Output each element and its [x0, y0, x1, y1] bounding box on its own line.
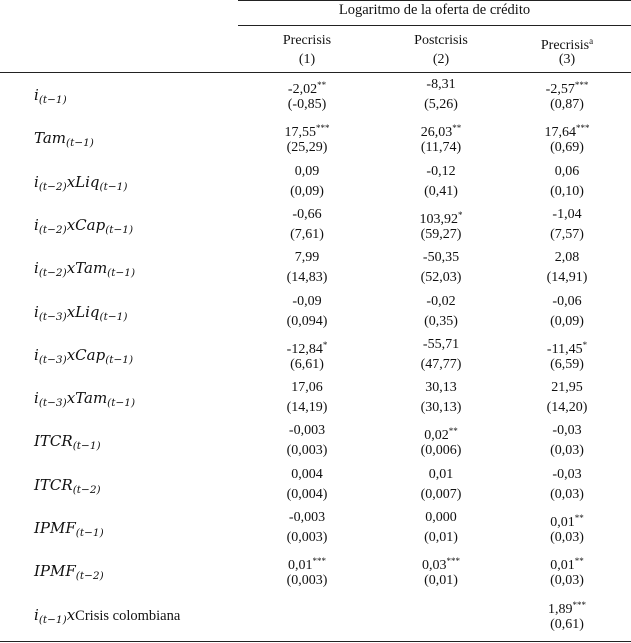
col-number-2: (2) [432, 52, 450, 67]
std-error-cell: (0,09) [290, 183, 324, 199]
coefficient-cell [386, 336, 496, 354]
row-label-sub: (t−2) [38, 223, 67, 236]
std-error-cell: (0,69) [550, 140, 584, 156]
significance-stars: ** [452, 123, 462, 134]
row-label [34, 519, 104, 539]
row-label-sub: (t−2) [75, 570, 104, 583]
coefficient-value: -1,04 [552, 206, 582, 222]
row-label-sub2: (t−1) [105, 223, 134, 236]
std-error-cell: (0,10) [550, 183, 584, 199]
row-label-mid: xTam [66, 259, 108, 278]
coefficient-value: -0,06 [552, 293, 582, 309]
row-label [34, 606, 180, 626]
std-error-cell: (6,61) [290, 356, 324, 372]
row-label [34, 476, 101, 496]
std-error-cell: (0,09) [550, 313, 584, 329]
std-error-cell: (0,35) [424, 313, 458, 329]
col-header-3-sup: a [589, 36, 594, 46]
significance-stars: ** [574, 556, 584, 567]
std-error-cell: (-0,85) [287, 97, 327, 112]
row-label-mid: x [66, 605, 76, 624]
coefficient-cell [512, 249, 622, 267]
row-label-sub2: (t−1) [107, 267, 136, 280]
bottom-rule [0, 641, 631, 642]
significance-stars: * [322, 339, 328, 350]
row-label [34, 389, 135, 409]
row-label-sub: (t−3) [38, 397, 67, 410]
row-label-base: ITCR [34, 432, 73, 451]
row-label-base: i [34, 389, 39, 408]
row-label-sub2: (t−1) [107, 397, 136, 410]
coefficient-value: 17,06 [291, 380, 323, 396]
coefficient-value: -0,12 [426, 163, 456, 179]
row-label [34, 303, 127, 323]
coefficient-cell [512, 466, 622, 484]
col-number-3: (3) [558, 52, 576, 67]
std-error-cell: (0,007) [420, 486, 462, 502]
coefficient-value: 2,08 [554, 250, 580, 266]
std-error-cell: (14,91) [546, 270, 588, 286]
std-error-cell: (14,83) [286, 270, 328, 286]
row-label [34, 259, 135, 279]
coefficient-value: -12,84 [286, 341, 323, 357]
coefficient-cell [386, 249, 496, 267]
coefficient-cell [386, 379, 496, 397]
table-row [0, 336, 631, 377]
significance-stars: *** [316, 123, 330, 134]
row-label-mid: xCap [66, 345, 106, 364]
std-error-cell: (0,003) [286, 573, 328, 589]
coefficient-cell [386, 293, 496, 311]
coefficient-cell [252, 163, 362, 181]
coefficient-value: 0,01 [428, 466, 454, 482]
coefficient-value: 26,03 [420, 125, 453, 141]
significance-stars: *** [576, 123, 590, 134]
coefficient-cell [252, 249, 362, 267]
coefficient-value: 0,09 [294, 163, 320, 179]
significance-stars: *** [312, 556, 326, 567]
row-label-base: IPMF [34, 562, 76, 581]
row-label-sub2: (t−1) [99, 180, 128, 193]
row-label [34, 129, 94, 149]
row-label-base: ITCR [34, 475, 73, 494]
coefficient-cell [252, 293, 362, 311]
significance-stars: *** [574, 80, 589, 90]
row-label-sub: (t−2) [38, 180, 67, 193]
row-label-plain: Crisis colombiana [75, 607, 181, 624]
table-row [0, 422, 631, 463]
coefficient-cell [512, 163, 622, 181]
coefficient-value: -8,31 [426, 77, 456, 92]
std-error-cell: (59,27) [420, 226, 462, 242]
row-label-base: i [34, 215, 39, 234]
coefficient-value: 21,95 [551, 380, 583, 396]
coefficient-value: -50,35 [422, 250, 460, 266]
significance-stars: ** [317, 80, 327, 90]
row-label [34, 86, 67, 106]
row-label [34, 216, 133, 236]
row-label-sub: (t−3) [38, 310, 67, 323]
row-label-sub: (t−2) [38, 267, 67, 280]
coefficient-cell [512, 422, 622, 440]
row-label-sub2: (t−1) [99, 310, 128, 323]
coefficient-cell [252, 206, 362, 224]
table-row [0, 76, 631, 117]
coefficient-value: 17,55 [284, 125, 316, 141]
std-error-cell: (14,19) [286, 400, 328, 416]
significance-stars: * [458, 209, 463, 220]
coefficient-value: 0,06 [554, 163, 580, 179]
row-label-base: Tam [34, 129, 67, 148]
row-label-base: i [34, 302, 39, 321]
coefficient-value: -11,45 [546, 341, 583, 357]
coefficient-value: 0,02 [424, 428, 449, 444]
std-error-cell: (0,003) [286, 443, 328, 459]
coefficient-value: 0,01 [550, 515, 575, 530]
significance-stars: *** [572, 599, 586, 610]
row-label-base: i [34, 259, 39, 278]
std-error-cell: (0,003) [286, 530, 328, 545]
std-error-cell: (7,57) [550, 226, 584, 242]
row-label-mid: xLiq [66, 302, 100, 321]
table-row [0, 466, 631, 507]
coefficient-value: 103,92 [419, 211, 458, 227]
col-header-2: Postcrisis [414, 33, 468, 48]
std-error-cell: (0,01) [424, 573, 458, 589]
coefficient-cell [386, 509, 496, 527]
col-header-3-label: Precrisis [540, 38, 590, 53]
coefficient-value: -0,003 [288, 510, 326, 525]
coefficient-value: -0,03 [552, 466, 582, 482]
coefficient-value: 0,004 [291, 466, 323, 482]
row-label-sub: (t−1) [75, 527, 104, 539]
coefficient-cell [386, 163, 496, 181]
row-label [34, 432, 101, 452]
coefficient-cell [386, 466, 496, 484]
coefficient-cell [252, 509, 362, 527]
coefficient-cell [512, 206, 622, 224]
row-label-sub: (t−3) [38, 353, 67, 366]
coefficient-value: -0,66 [292, 206, 322, 222]
row-label-sub: (t−1) [38, 613, 67, 626]
coefficient-value: 30,13 [425, 380, 457, 396]
row-label-mid: xLiq [66, 172, 100, 191]
table-row [0, 596, 631, 637]
group-title: Logaritmo de la oferta de crédito [338, 2, 531, 18]
std-error-cell: (0,03) [550, 443, 584, 459]
coefficient-value: -0,003 [288, 423, 326, 439]
col-number-1: (1) [298, 52, 316, 67]
significance-stars: * [582, 339, 588, 350]
row-label-sub: (t−1) [72, 440, 101, 453]
table-row [0, 163, 631, 204]
table-row [0, 249, 631, 290]
std-error-cell: (52,03) [420, 270, 462, 286]
std-error-cell: (5,26) [424, 97, 458, 112]
std-error-cell: (14,20) [546, 400, 588, 416]
coefficient-value: -0,02 [426, 293, 456, 309]
coefficient-value: 17,64 [544, 125, 576, 141]
std-error-cell: (0,004) [286, 486, 328, 502]
coefficient-cell [512, 379, 622, 397]
table-row [0, 206, 631, 247]
row-label-mid: xTam [66, 389, 108, 408]
coefficient-cell [386, 76, 496, 94]
significance-stars: ** [448, 426, 458, 437]
coefficient-cell [252, 466, 362, 484]
std-error-cell: (7,61) [290, 226, 324, 242]
std-error-cell: (25,29) [286, 140, 328, 156]
std-error-cell: (0,01) [424, 530, 458, 545]
significance-stars: ** [574, 513, 584, 523]
coefficient-value: -2,57 [545, 82, 575, 97]
coefficient-cell [512, 293, 622, 311]
row-label-sub: (t−1) [38, 94, 67, 106]
table-row [0, 509, 631, 550]
row-label-base: i [34, 605, 39, 624]
col-header-1: Precrisis [282, 33, 332, 48]
coefficient-value: -2,02 [287, 82, 318, 97]
coefficient-value: 0,000 [425, 510, 457, 525]
coefficient-value: -0,03 [552, 423, 582, 439]
std-error-cell: (6,59) [550, 356, 584, 372]
significance-stars: *** [446, 556, 460, 567]
coefficient-value: -55,71 [422, 336, 460, 352]
std-error-cell: (0,03) [550, 573, 584, 589]
row-label-sub: (t−2) [72, 483, 101, 496]
coefficient-cell [252, 422, 362, 440]
group-underline [238, 25, 631, 26]
row-label [34, 562, 104, 582]
coefficient-value: 0,03 [422, 558, 447, 574]
row-label-sub2: (t−1) [105, 353, 134, 366]
std-error-cell: (47,77) [420, 356, 462, 372]
row-label-sub: (t−1) [66, 137, 94, 150]
table-row [0, 293, 631, 334]
row-label-base: i [34, 86, 39, 104]
coefficient-value: 1,89 [548, 601, 573, 617]
std-error-cell: (0,03) [550, 486, 584, 502]
std-error-cell: (30,13) [420, 400, 462, 416]
table-row [0, 552, 631, 593]
std-error-cell: (0,006) [420, 443, 462, 459]
coefficient-value: -0,09 [292, 293, 322, 309]
std-error-cell: (11,74) [420, 140, 462, 156]
table-row [0, 119, 631, 160]
std-error-cell: (0,87) [550, 97, 584, 112]
std-error-cell: (0,03) [550, 530, 584, 545]
coefficient-cell [252, 379, 362, 397]
coefficient-value: 7,99 [294, 250, 320, 266]
row-label [34, 346, 133, 366]
row-label [34, 173, 127, 193]
row-label-mid: xCap [66, 215, 106, 234]
std-error-cell: (0,41) [424, 183, 458, 199]
coefficient-value: 0,01 [288, 558, 313, 574]
row-label-base: i [34, 345, 39, 364]
std-error-cell: (0,61) [550, 616, 584, 632]
table-row [0, 379, 631, 420]
coefficient-value: 0,01 [550, 558, 575, 574]
row-label-base: IPMF [34, 519, 76, 537]
row-label-base: i [34, 172, 39, 191]
header-bottom-rule [0, 72, 631, 73]
std-error-cell: (0,094) [286, 313, 328, 329]
